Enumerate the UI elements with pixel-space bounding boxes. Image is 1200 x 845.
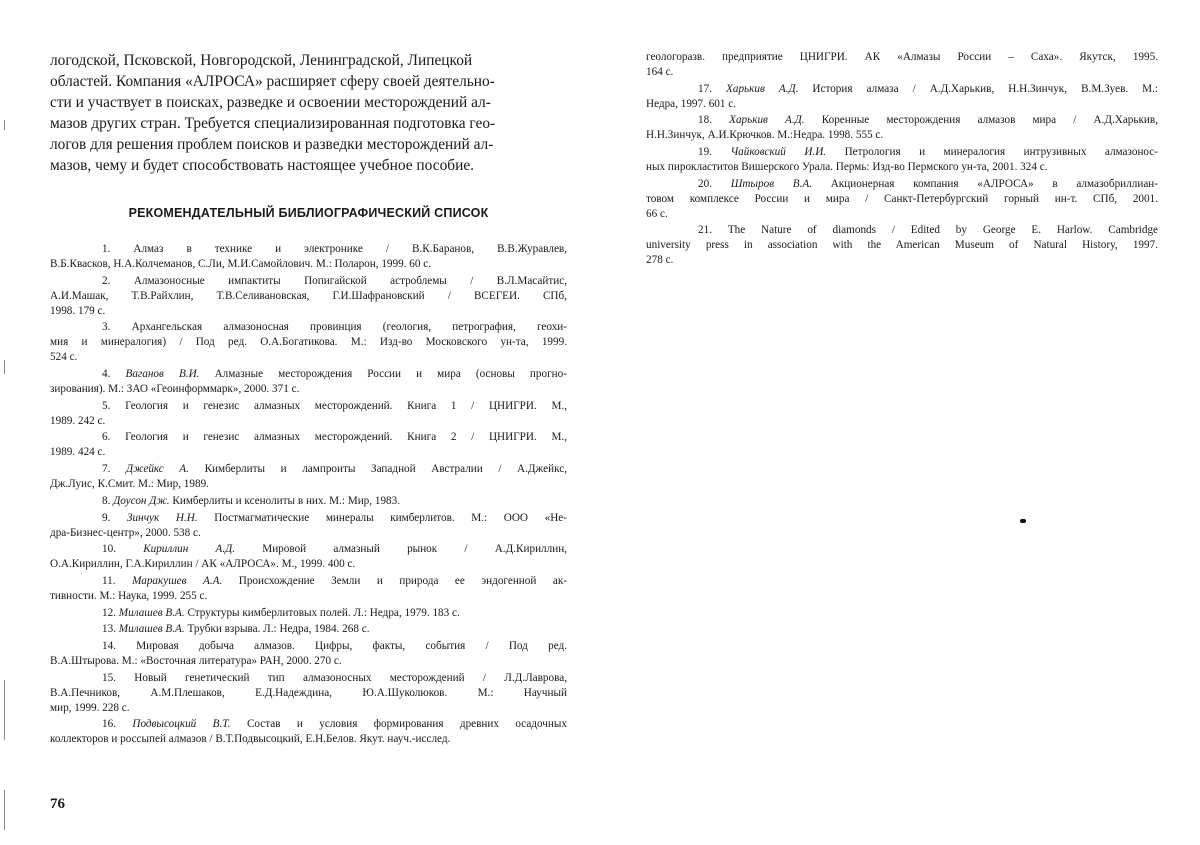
entry-text: ных пирокластитов Вишерского Урала. Пермь: Изд-во Пермского ун-та, 2001. 324 с. <box>646 161 1048 174</box>
entry-number: 7. <box>102 463 111 476</box>
bibliography-entry <box>50 639 567 669</box>
entry-line <box>50 732 567 747</box>
entry-line <box>646 128 1158 143</box>
entry-number: 17. <box>698 82 712 95</box>
entry-line <box>646 65 1158 80</box>
intro-line: логов для решения проблем поисков и разведки месторождений ал- <box>50 136 494 153</box>
entry-line <box>646 160 1158 175</box>
bibliography-entry <box>50 622 567 637</box>
entry-text: Алмазоносные импактиты Попигайской астроблемы / В.Л.Масайтис, <box>133 274 568 287</box>
entry-text: Мировой алмазный рынок / А.Д.Кириллин, <box>262 543 567 556</box>
entry-line <box>50 414 567 429</box>
entry-text: Н.Н.Зинчук, А.И.Крючков. М.:Недра. 1998. 555 с. <box>646 129 884 142</box>
entry-text: товом комплексе России и мира / Санкт-Петербургский горный ин-т. СПб, 2001. <box>646 192 1158 205</box>
entry-line <box>50 622 567 637</box>
entry-text: Структуры кимберлитовых полей. Л.: Недра, 1979. 183 с. <box>187 606 460 619</box>
intro-line: мазов, чему и будет способствовать настоящее учебное пособие. <box>50 157 475 174</box>
bibliography-entry <box>50 542 567 572</box>
entry-text: В.А.Штырова. М.: «Восточная литература» РАН, 2000. 270 с. <box>50 654 342 667</box>
entry-text: Алмазные месторождения России и мира (основы прогно- <box>214 368 567 381</box>
bibliography-entry <box>646 223 1158 268</box>
entry-number: 8. <box>102 494 111 507</box>
entry-number: 3. <box>102 321 111 334</box>
intro-paragraph <box>50 50 567 176</box>
entry-line <box>50 242 567 257</box>
entry-number: 21. <box>698 224 712 237</box>
entry-number: 20. <box>698 177 712 190</box>
entry-text: 164 с. <box>646 66 674 78</box>
entry-number: 6. <box>102 431 111 444</box>
entry-author: Маракушев А.А. <box>132 574 223 587</box>
bibliography-entry <box>646 113 1158 143</box>
intro-line: областей. Компания «АЛРОСА» расширяет сферу своей деятельно- <box>50 73 495 90</box>
entry-number: 14. <box>102 639 116 652</box>
entry-number: 18. <box>698 114 712 127</box>
entry-text: Геология и генезис алмазных месторождений. Книга 1 / ЦНИГРИ. М., <box>125 399 567 412</box>
bibliography-entry <box>646 145 1158 175</box>
entry-text: Петрология и минералогия интрузивных алмазонос- <box>844 146 1158 159</box>
entry-line <box>50 445 567 460</box>
entry-line <box>50 701 567 716</box>
bibliography-entry <box>50 367 567 397</box>
entry-line <box>646 253 1158 268</box>
scan-speck <box>1020 519 1026 523</box>
entry-author: Зинчук Н.Н. <box>127 511 198 524</box>
entry-text: Коренные месторождения алмазов мира / А.Д.Харькив, <box>821 114 1158 127</box>
entry-text: university press in association with the American Museum of Natural History, 1997. <box>646 239 1158 252</box>
scan-margin-marks <box>0 0 12 845</box>
entry-line <box>50 477 567 492</box>
entry-number: 5. <box>102 399 111 412</box>
entry-text: О.А.Кириллин, Г.А.Кириллин / АК «АЛРОСА». М., 1999. 400 с. <box>50 558 356 571</box>
entry-text: Происхождение Земли и природа ее эндогенной ак- <box>238 574 568 587</box>
bibliography-entry <box>646 177 1158 222</box>
entry-author: Чайковский И.И. <box>730 146 827 159</box>
entry-text: В.Б.Квасков, Н.А.Колчеманов, С.Ли, М.И.Самойлович. М.: Поларон, 1999. 60 с. <box>50 258 432 270</box>
entry-line <box>50 639 567 654</box>
entry-line <box>50 717 567 732</box>
entry-line <box>50 274 567 289</box>
entry-text: А.И.Машак, Т.В.Райхлин, Т.В.Селивановская, Г.И.Шафрановский / ВСЕГЕИ. СПб, <box>50 289 567 302</box>
entry-number: 1. <box>102 243 111 255</box>
entry-line <box>50 574 567 589</box>
bibliography-entry <box>50 399 567 429</box>
entry-text: 524 с. <box>50 351 78 364</box>
entry-number: 11. <box>102 574 116 587</box>
entry-text: 1998. 179 с. <box>50 304 106 317</box>
entry-text: дра-Бизнес-центр», 2000. 538 с. <box>50 526 201 539</box>
entry-text: Архангельская алмазоносная провинция (геология, петрография, геохи- <box>131 321 568 334</box>
bibliography-entry <box>50 511 567 541</box>
entry-line <box>646 192 1158 207</box>
entry-text: 1989. 424 с. <box>50 446 106 459</box>
bibliography-entry <box>50 606 567 621</box>
entry-number: 4. <box>102 368 111 381</box>
intro-line: логодской, Псковской, Новгородской, Ленинградской, Липецкой <box>50 52 473 69</box>
entry-line <box>646 207 1158 222</box>
entry-line <box>646 145 1158 160</box>
entry-line <box>50 686 567 701</box>
entry-line <box>50 671 567 686</box>
intro-line: сти и участвует в поисках, разведке и освоении месторождений ал- <box>50 94 491 111</box>
entry-author: Подвысоцкий В.Т. <box>132 718 231 731</box>
bibliography-entry <box>50 430 567 460</box>
bibliography-entry <box>646 50 1158 80</box>
entry-text: коллекторов и россыпей алмазов / В.Т.Подвысоцкий, Е.Н.Белов. Якут. науч.-исслед. <box>50 733 451 746</box>
entry-text: Недра, 1997. 601 с. <box>646 97 737 110</box>
entry-text: тивности. М.: Наука, 1999. 255 с. <box>50 589 208 602</box>
entry-text: The Nature of diamonds / Edited by George E. Harlow. Cambridge <box>727 224 1159 237</box>
entry-text: Дж.Луис, К.Смит. М.: Мир, 1989. <box>50 478 209 491</box>
entry-line <box>646 50 1158 65</box>
intro-line: мазов других стран. Требуется специализированная подготовка гео- <box>50 115 496 132</box>
entry-author: Милашев В.А. <box>118 623 185 636</box>
entry-text: Постмагматические минералы кимберлитов. М.: ООО «Не- <box>214 511 567 524</box>
entry-line <box>50 511 567 526</box>
entry-line <box>646 82 1158 97</box>
entry-number: 2. <box>102 274 111 287</box>
entry-text: мия и минералогия) / Под ред. О.А.Богатикова. М.: Изд-во Московского ун-та, 1999. <box>50 336 567 349</box>
entry-text: Акционерная компания «АЛРОСА» в алмазобриллиан- <box>830 177 1158 190</box>
bibliography-entry <box>646 82 1158 112</box>
entry-author: Доусон Дж. <box>113 494 170 507</box>
bibliography-list-continued <box>646 50 1158 270</box>
entry-author: Ваганов В.И. <box>125 368 200 381</box>
entry-line <box>646 113 1158 128</box>
entry-line <box>50 654 567 669</box>
entry-text: Геология и генезис алмазных месторождений. Книга 2 / ЦНИГРИ. М., <box>125 431 567 444</box>
entry-text: Новый генетический тип алмазоносных месторождений / Л.Д.Лаврова, <box>134 671 568 684</box>
entry-number: 15. <box>102 671 116 684</box>
entry-text: Состав и условия формирования древних осадочных <box>246 718 568 731</box>
bibliography-entry <box>50 274 567 319</box>
page-number: 76 <box>50 796 65 812</box>
entry-author: Кириллин А.Д. <box>143 543 236 556</box>
entry-line <box>50 320 567 335</box>
entry-author: Харькив А.Д. <box>726 82 799 95</box>
entry-line <box>50 257 567 272</box>
entry-text: В.А.Печников, А.М.Плешаков, Е.Д.Надеждина, Ю.А.Шуколюков. М.: Научный <box>50 686 567 699</box>
entry-author: Штыров В.А. <box>730 177 813 190</box>
entry-line <box>50 494 567 509</box>
entry-line <box>50 589 567 604</box>
entry-text: зирования). М.: ЗАО «Геоинформмарк», 2000. 371 с. <box>50 383 300 396</box>
entry-line <box>50 542 567 557</box>
entry-line <box>50 557 567 572</box>
entry-text: мир, 1999. 228 с. <box>50 701 130 714</box>
entry-author: Джейкс А. <box>126 463 189 476</box>
bibliography-entry <box>50 574 567 604</box>
entry-line <box>50 304 567 319</box>
entry-text: 66 с. <box>646 207 668 220</box>
bibliography-entry <box>50 320 567 365</box>
entry-line <box>50 350 567 365</box>
bibliography-heading: РЕКОМЕНДАТЕЛЬНЫЙ БИБЛИОГРАФИЧЕСКИЙ СПИСОК <box>128 206 489 220</box>
entry-text: 1989. 242 с. <box>50 414 106 427</box>
entry-line <box>50 399 567 414</box>
entry-line <box>646 97 1158 112</box>
entry-number: 13. <box>102 623 116 636</box>
entry-line <box>50 367 567 382</box>
entry-number: 12. <box>102 606 116 619</box>
entry-line <box>50 335 567 350</box>
entry-text: Трубки взрыва. Л.: Недра, 1984. 268 с. <box>187 623 370 636</box>
entry-text: 278 с. <box>646 254 674 267</box>
entry-number: 16. <box>102 718 116 731</box>
entry-text: Мировая добыча алмазов. Цифры, факты, события / Под ред. <box>136 639 568 652</box>
entry-text: Кимберлиты и лампроиты Западной Австралии / А.Джейкс, <box>204 463 568 476</box>
entry-line <box>50 382 567 397</box>
entry-line <box>50 289 567 304</box>
entry-text: Алмаз в технике и электронике / В.К.Баранов, В.В.Журавлев, <box>133 243 567 255</box>
entry-number: 9. <box>102 511 111 524</box>
entry-line <box>646 238 1158 253</box>
bibliography-entry <box>50 717 567 747</box>
bibliography-entry <box>50 671 567 716</box>
bibliography-entry <box>50 494 567 509</box>
entry-author: Харькив А.Д. <box>729 114 805 127</box>
bibliography-list <box>50 242 567 749</box>
entry-author: Милашев В.А. <box>118 606 185 619</box>
bibliography-entry <box>50 462 567 492</box>
entry-line <box>50 462 567 477</box>
entry-line <box>646 177 1158 192</box>
bibliography-entry <box>50 242 567 272</box>
entry-line <box>646 223 1158 238</box>
entry-line <box>50 606 567 621</box>
entry-number: 10. <box>102 543 116 556</box>
entry-line <box>50 430 567 445</box>
entry-text: Кимберлиты и ксенолиты в них. М.: Мир, 1983. <box>172 494 401 507</box>
entry-number: 19. <box>698 146 712 159</box>
entry-text: История алмаза / А.Д.Харькив, Н.Н.Зинчук, В.М.Зуев. М.: <box>812 82 1159 95</box>
entry-text: геологоразв. предприятие ЦНИГРИ. АК «Алмазы России – Саха». Якутск, 1995. <box>646 51 1158 63</box>
right-page <box>600 0 1200 845</box>
entry-line <box>50 526 567 541</box>
